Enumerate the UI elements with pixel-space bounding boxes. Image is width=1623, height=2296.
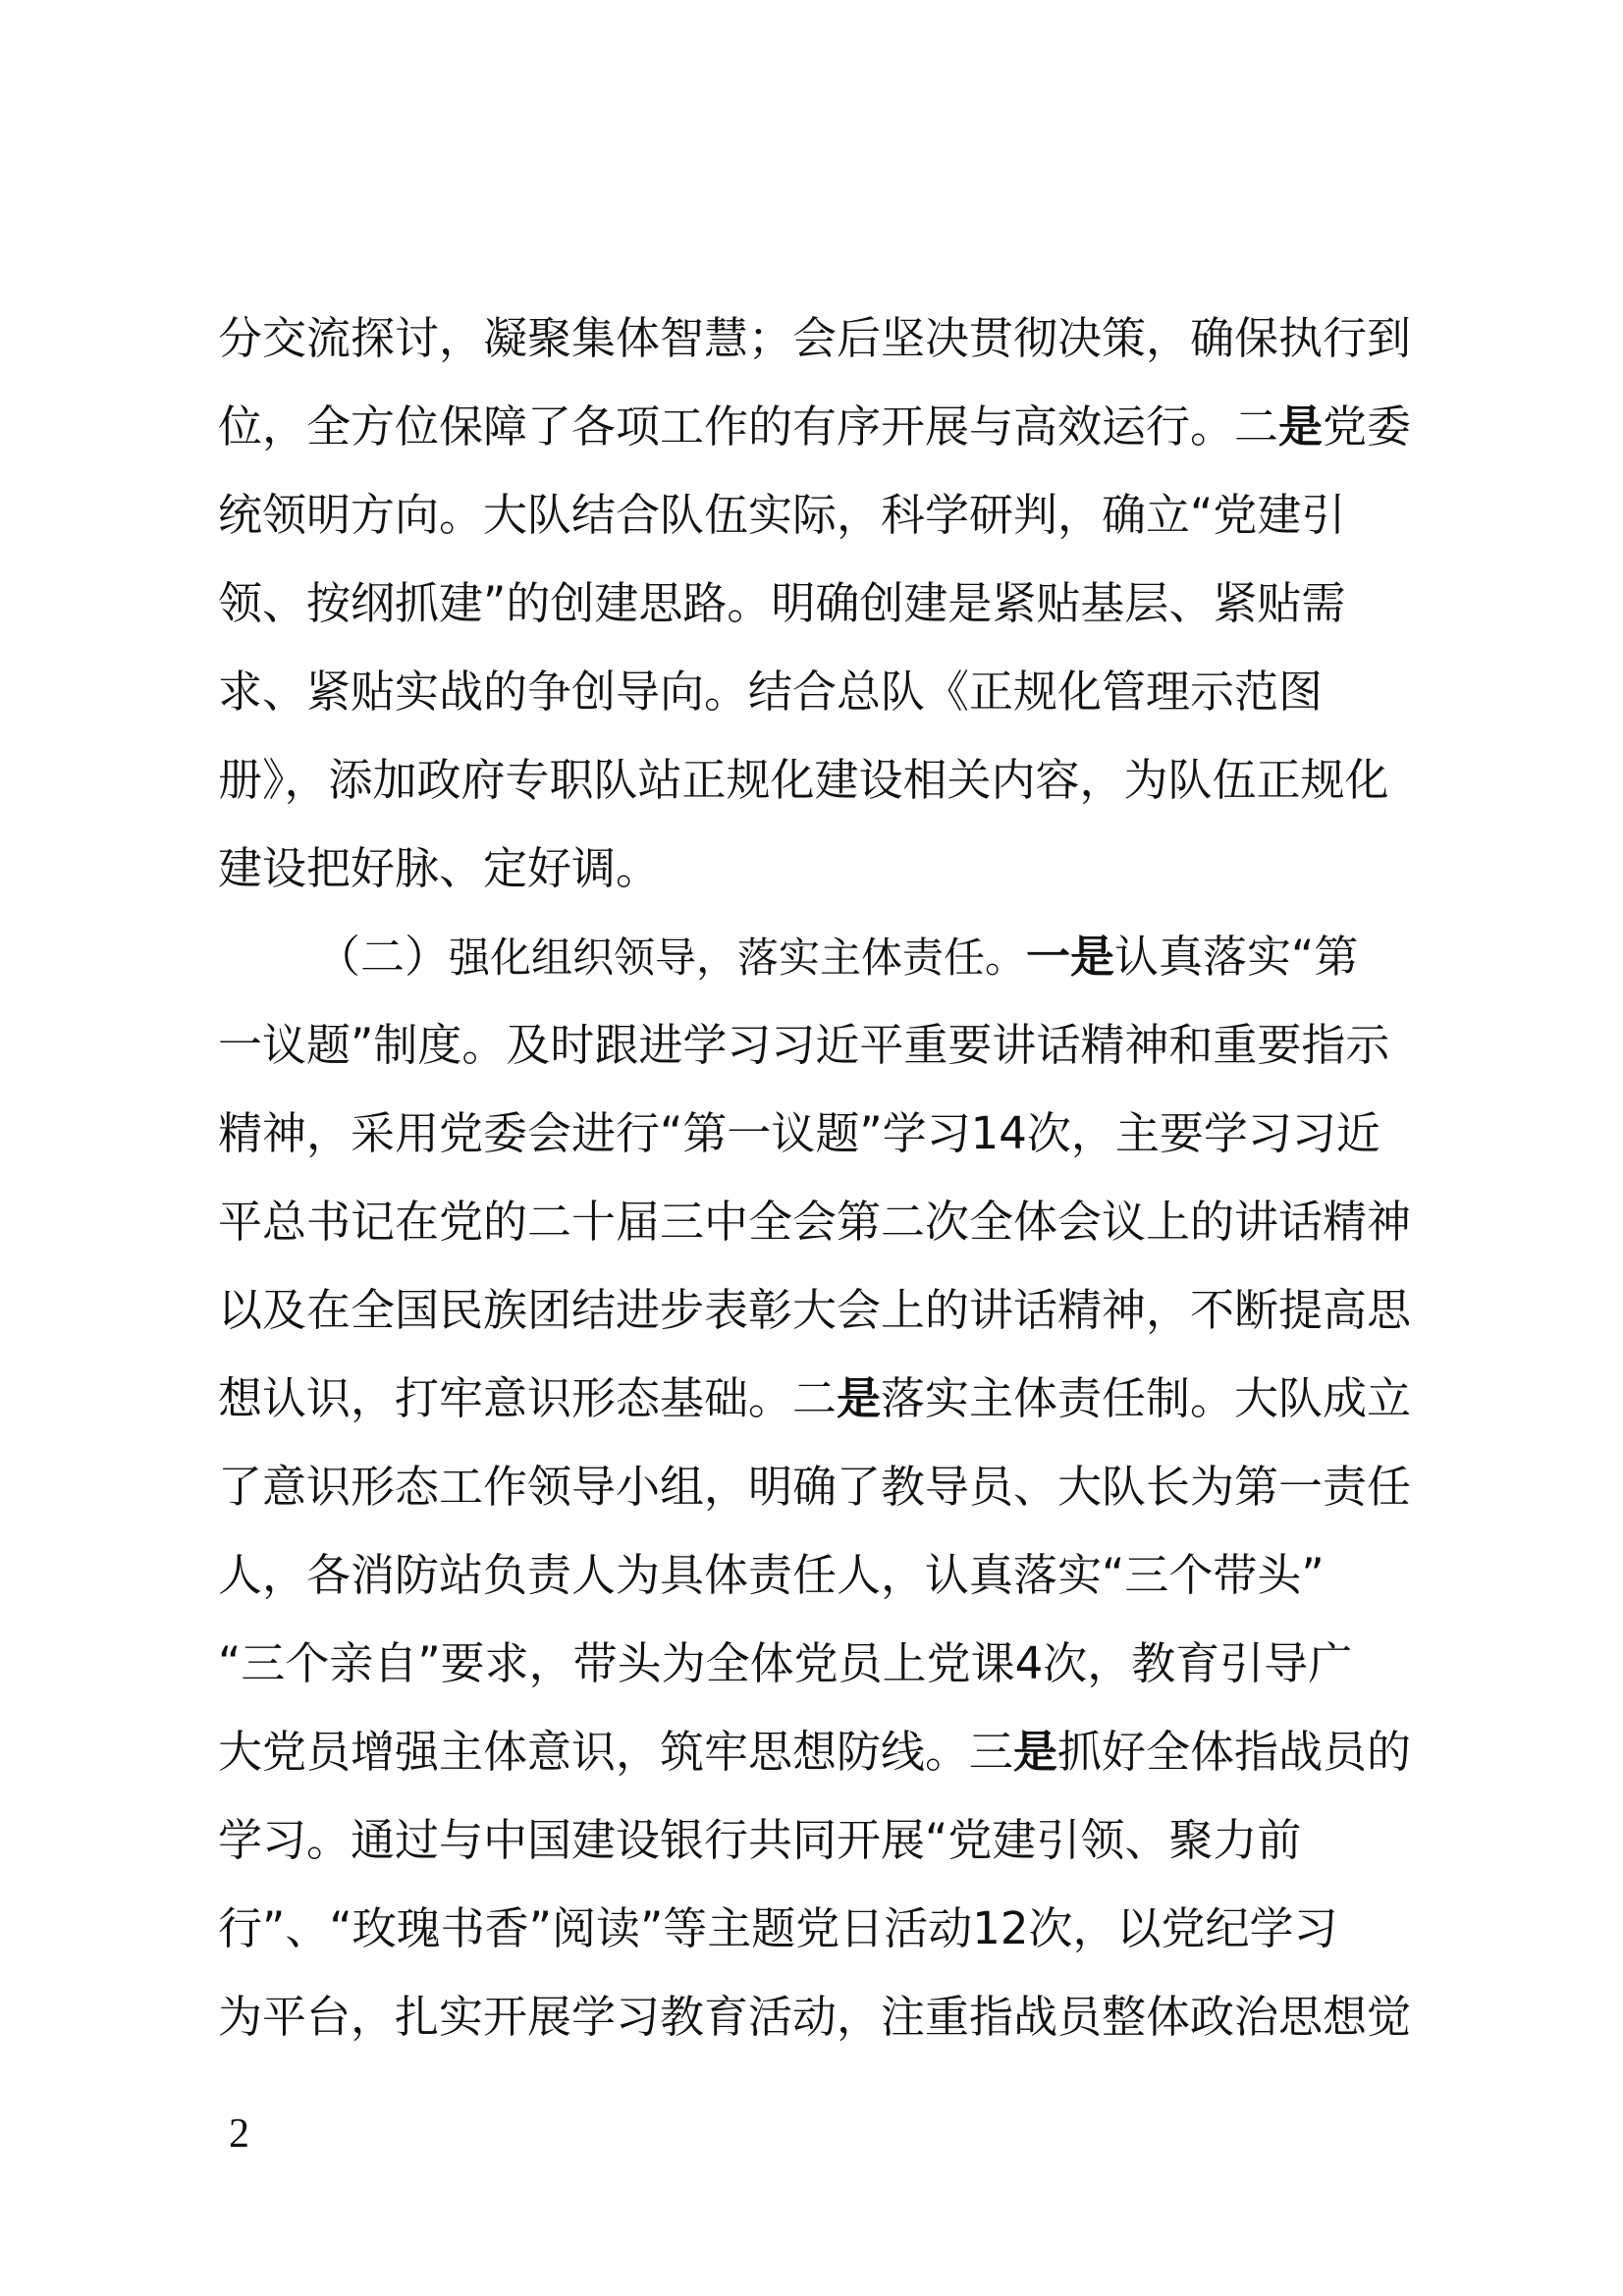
text-line: “三个亲自”要求，带头为全体党员上党课4次，教育引导广 [218,1637,1353,1689]
text-line: 位，全方位保障了各项工作的有序开展与高效运行。二是党委 [218,400,1412,453]
text-line: 册》，添加政府专职队站正规化建设相关内容，为队伍正规化 [218,754,1389,806]
text-line: 精神，采用党委会进行“第一议题”学习14次，主要学习习近 [218,1107,1380,1159]
text-line: 建设把好脉、定好调。 [218,842,661,894]
emphasis-marker: 是 [1013,1726,1058,1778]
section-heading: 强化组织领导，落实主体责任。 [449,934,1027,982]
text-line: 统领明方向。大队结合队伍实际，科学研判，确立“党建引 [218,489,1346,541]
page-number: 2 [229,2111,249,2157]
text-line: 平总书记在党的二十届三中全会第二次全体会议上的讲话精神 [218,1196,1412,1248]
emphasis-marker: 一是 [1026,931,1115,983]
emphasis-marker: 是 [1278,400,1324,453]
text-line: 一议题”制度。及时跟进学习习近平重要讲话精神和重要指示 [218,1019,1390,1071]
text-line: 行”、“玫瑰书香”阅读”等主题党日活动12次，以党纪学习 [218,1902,1338,1954]
text-line: 求、紧贴实战的争创导向。结合总队《正规化管理示范图 [218,666,1324,718]
text-line: 分交流探讨，凝聚集体智慧；会后坚决贯彻决策，确保执行到 [218,312,1412,364]
text-line: 想认识，打牢意识形态基础。二是落实主体责任制。大队成立 [218,1372,1412,1424]
text-line: 以及在全国民族团结进步表彰大会上的讲话精神，不断提高思 [218,1284,1412,1336]
text-line: 了意识形态工作领导小组，明确了教导员、大队长为第一责任 [218,1461,1412,1513]
text-line: 为平台，扎实开展学习教育活动，注重指战员整体政治思想觉 [218,1991,1412,2043]
text-line: 大党员增强主体意识，筑牢思想防线。三是抓好全体指战员的 [218,1726,1412,1778]
text-line: 学习。通过与中国建设银行共同开展“党建引领、聚力前 [218,1814,1302,1866]
emphasis-marker: 是 [837,1372,882,1424]
text-line: 人，各消防站负责人为具体责任人，认真落实“三个带头” [218,1549,1325,1601]
text-line: 领、按纲抓建”的创建思路。明确创建是紧贴基层、紧贴需 [218,577,1346,629]
section-heading-line: （二）强化组织领导，落实主体责任。一是认真落实“第 [316,931,1359,983]
